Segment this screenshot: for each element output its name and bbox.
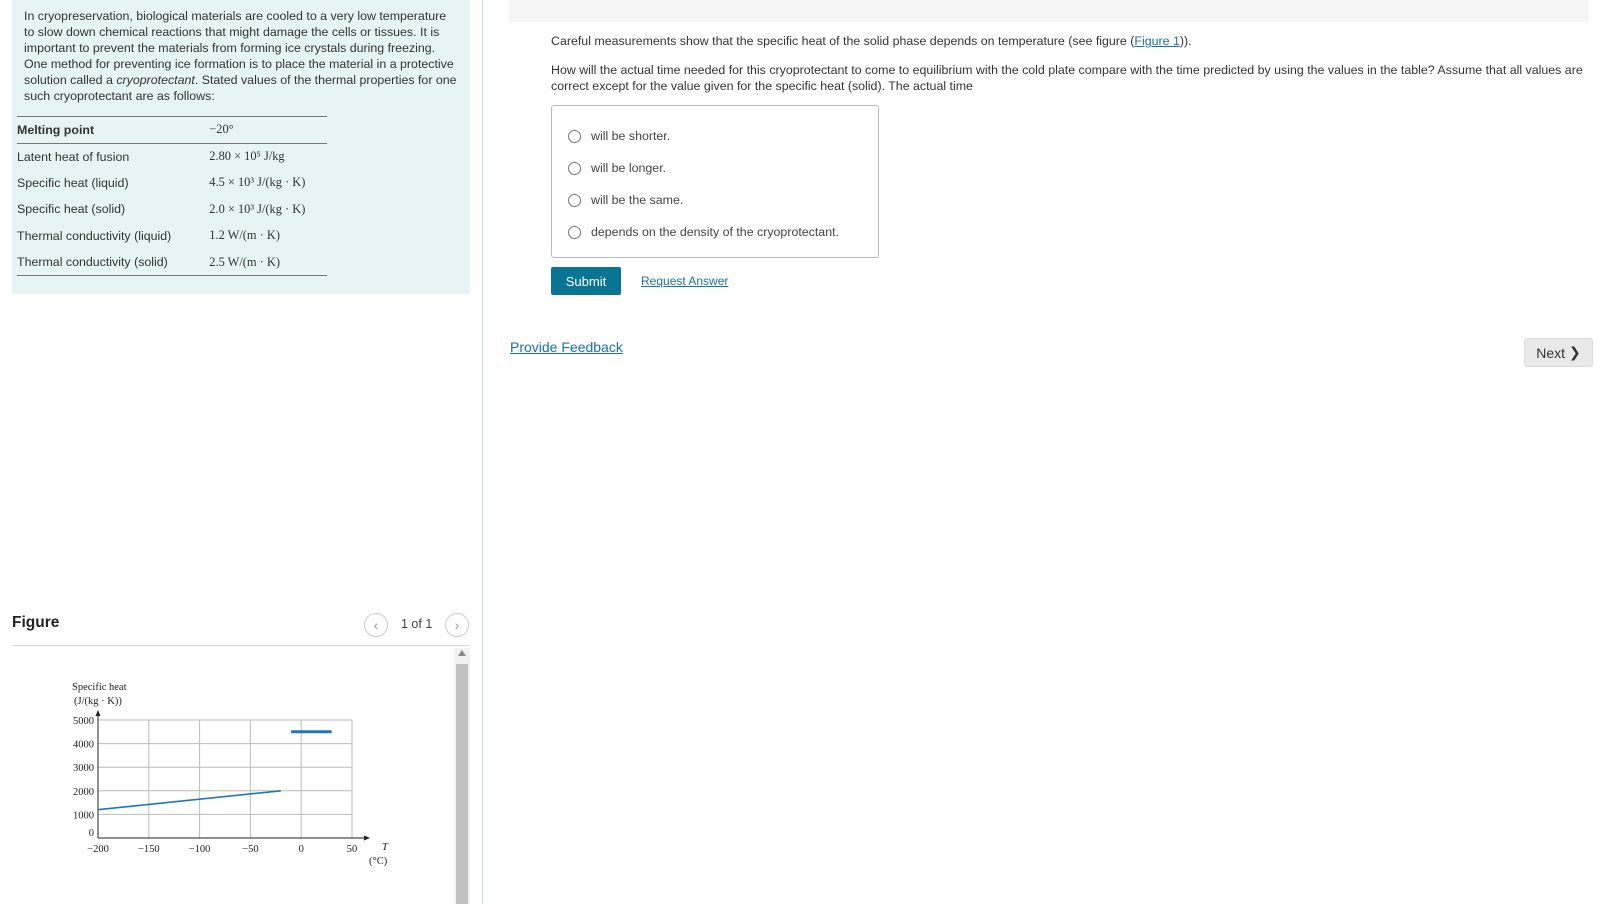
x-tick-label: 50 [346,844,358,855]
x-tick-label: −100 [188,844,211,855]
table-row [17,196,327,223]
intro-text-post: . Stated values of the thermal properties for one such cryoprotectant are as follows: [24,73,457,103]
x-tick-label: −150 [137,844,160,855]
property-label: Melting point [17,122,95,137]
intro-term: cryoprotectant [116,73,195,87]
intro-text-pre: In cryopreservation, biological materials are cooled to a very low temperature to slow down chemical reactions that might damage the cells or tissues. It is important to prevent the materials from forming ice crystals during freezing. One method for preventing ice formation is to place the material in a protective solution called a [24,9,454,87]
table-row [17,223,327,250]
property-label: Specific heat (liquid) [17,175,129,190]
radio-button[interactable] [568,226,581,239]
request-answer-link[interactable]: Request Answer [641,274,729,288]
table-row [17,143,327,170]
property-value: −20° [209,122,234,137]
answer-choices [551,105,879,258]
x-tick-label: −50 [242,844,259,855]
table-row [17,117,327,144]
question-context-text [551,33,1591,49]
choice-label[interactable]: will be the same. [591,193,684,207]
table-row [17,249,327,276]
problem-intro-text [24,8,458,104]
chart-xlabel-unit: (°C) [369,856,388,867]
x-tick-label: 0 [298,844,304,855]
x-axis-arrow-icon [364,836,370,841]
choice-option[interactable] [552,120,878,152]
figure-title: Figure [12,614,60,631]
context-text-pre: Careful measurements show that the specific heat of the solid phase depends on temperature (see figure ( [551,34,1135,48]
chart-ylabel-line2: (J/(kg · K)) [74,696,122,707]
choice-label[interactable]: will be shorter. [591,129,671,143]
y-tick-label: 1000 [73,810,94,822]
choice-option[interactable] [552,216,878,248]
choice-label[interactable]: depends on the density of the cryoprotectant. [591,225,839,239]
choice-option[interactable] [552,152,878,184]
submit-button[interactable]: Submit [551,267,621,295]
provide-feedback-link[interactable]: Provide Feedback [510,339,623,355]
table-row [17,170,327,197]
figure-viewport [12,648,470,904]
y-tick-label: 3000 [73,763,94,775]
property-value: 2.5 W/(m · K) [209,254,280,269]
property-value: 2.80 × 10⁵ J/kg [209,149,285,163]
figure-pager-text: 1 of 1 [401,617,433,631]
x-tick-label: −200 [87,844,109,855]
y-axis-arrow-icon [96,710,101,716]
radio-button[interactable] [568,162,581,175]
figure-next-button[interactable] [445,613,469,637]
next-button[interactable] [1524,338,1593,367]
radio-button[interactable] [568,130,581,143]
property-label: Thermal conductivity (solid) [17,255,168,269]
chevron-left-icon: ‹ [373,617,379,633]
property-label: Latent heat of fusion [17,149,130,164]
figure-prev-button[interactable] [364,613,388,637]
next-button-label: Next [1536,344,1566,361]
chevron-right-icon: ❯ [1569,344,1581,360]
choice-option[interactable] [552,184,878,216]
figure-header [12,608,470,646]
scroll-up-arrow-icon[interactable] [458,650,466,656]
series-line-solid [98,791,281,810]
specific-heat-chart [12,648,452,904]
thermal-properties-table [17,116,327,276]
scrollbar-thumb[interactable] [456,664,468,904]
property-label: Specific heat (solid) [17,202,126,217]
choice-label[interactable]: will be longer. [591,161,667,175]
y-tick-label: 4000 [73,739,94,751]
top-strip [509,0,1589,22]
figure-link[interactable]: Figure 1 [1134,34,1180,48]
y-tick-label: 2000 [73,786,94,798]
property-value: 2.0 × 10³ J/(kg · K) [209,201,306,216]
property-value: 4.5 × 10³ J/(kg · K) [209,175,306,190]
chart-ylabel-line1: Specific heat [72,682,127,693]
radio-button[interactable] [568,194,581,207]
context-text-post: )). [1179,34,1192,48]
chart-xlabel: T [382,842,388,853]
property-label: Thermal conductivity (liquid) [17,228,172,243]
left-panel [0,0,483,904]
chevron-right-icon: › [454,617,460,633]
figure-scrollbar[interactable] [454,648,470,904]
property-value: 1.2 W/(m · K) [209,228,280,243]
y-tick-label: 0 [88,828,94,839]
y-tick-label: 5000 [73,716,94,727]
question-prompt-text: How will the actual time needed for this cryoprotectant to come to equilibrium with the cold plate compare with the time predicted by using the values in the table? Assume that all values are correct except for the value given for the specific heat (solid). The actual time [551,63,1583,93]
